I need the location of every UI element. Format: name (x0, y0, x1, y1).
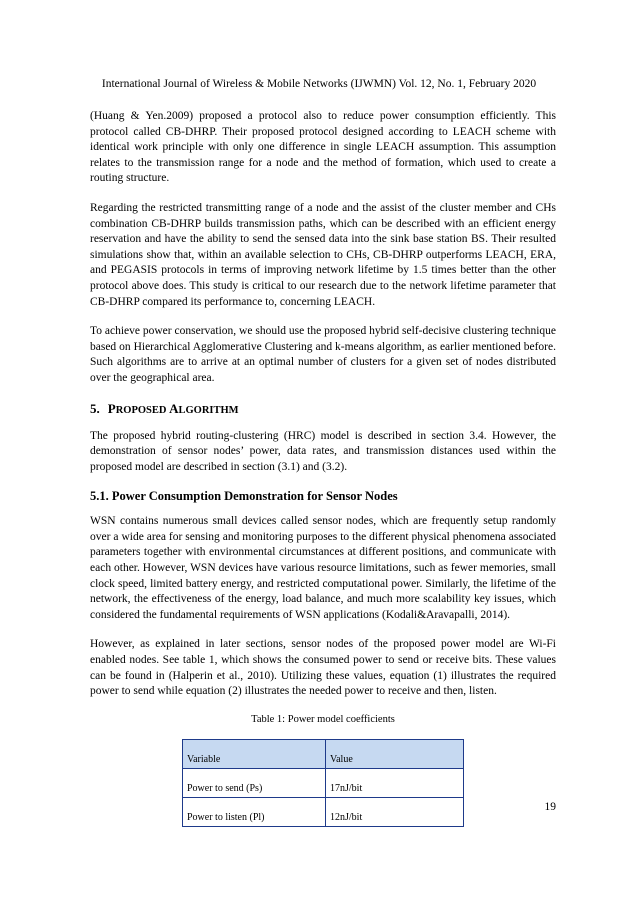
power-model-table (182, 739, 464, 827)
section-number: 5. (90, 400, 100, 416)
paragraph-1: (Huang & Yen.2009) proposed a protocol also to reduce power consumption efficiently. This protocol called CB-DHRP. Their proposed protocol designed according to LEACH scheme with identical work principle with only one difference in single LEACH assumption. This assumption relates to the transmission range for a node and the method of formation, which used to create a routing structure. (90, 110, 556, 185)
table-header-row (183, 739, 464, 768)
table-header-variable: Variable (183, 739, 326, 768)
table-caption: Table 1: Power model coefficients (251, 713, 395, 725)
table-cell: Power to send (Ps) (183, 768, 326, 797)
subsection-paragraph-1: WSN contains numerous small devices called sensor nodes, which are frequently setup randomly over a wide area for sensing and monitoring purposes to the different physical phenomena associated parameters together with environmental circumstances at different positions, and communicate with each other. However, WSN devices have various resource limitations, such as fewer memories, small clock speed, limited battery energy, and restricted computational power. Similarly, the lifetime of the network, the effectiveness of the energy, load balance, and much more scalability key issues, which considered the fundamental requirements of WSN applications (Kodali&Aravapalli, 2014). (90, 515, 556, 621)
table-row (183, 768, 464, 797)
subsection-heading: 5.1. Power Consumption Demonstration for Sensor Nodes (90, 489, 398, 504)
paragraph-3: To achieve power conservation, we should use the proposed hybrid self-decisive clustering technique based on Hierarchical Agglomerative Clustering and k-means algorithm, as earlier mentioned before. Such algorithms are to arrive at an optimal number of clusters for a given set of nodes distributed over the geographical area. (90, 325, 556, 384)
journal-header: International Journal of Wireless & Mobile Networks (IJWMN) Vol. 12, No. 1, February 2020 (101, 78, 537, 90)
table-cell: Power to listen (Pl) (183, 797, 326, 826)
section-heading (90, 401, 556, 417)
page-body (90, 109, 556, 827)
section-paragraph: The proposed hybrid routing-clustering (HRC) model is described in section 3.4. However, the demonstration of sensor nodes’ power, data rates, and transmission distances used within the proposed model are described in section (3.1) and (3.2). (90, 429, 556, 473)
table-header-value: Value (326, 739, 464, 768)
paragraph-2: Regarding the restricted transmitting range of a node and the assist of the cluster member and CHs combination CB-DHRP builds transmission paths, which can be described with an efficient energy reservation and have the ability to send the sensed data into the sink base station BS. Their resulted simulations show that, within an available selection to CHs, CB-DHRP outperforms LEACH, ERA, and PEGASIS protocols in terms of improving network lifetime by 1.5 times better than the other protocol above does. This study is critical to our research due to the network lifetime parameter that CB-DHRP compared its performance to, concerning LEACH. (90, 201, 556, 308)
table-cell: 12nJ/bit (326, 797, 464, 826)
section-title: PROPOSED ALGORITHM (107, 400, 239, 416)
subsection-paragraph-2: However, as explained in later sections, sensor nodes of the proposed power model are Wi-Fi enabled nodes. See table 1, which shows the consumed power to send or receive bits. These values can be found in (Halperin et al., 2010). Utilizing these values, equation (1) illustrates the required power to send while equation (2) illustrates the needed power to receive and then, listen. (90, 638, 556, 698)
page-number: 19 (544, 801, 556, 813)
table-row (183, 797, 464, 826)
table-cell: 17nJ/bit (326, 768, 464, 797)
